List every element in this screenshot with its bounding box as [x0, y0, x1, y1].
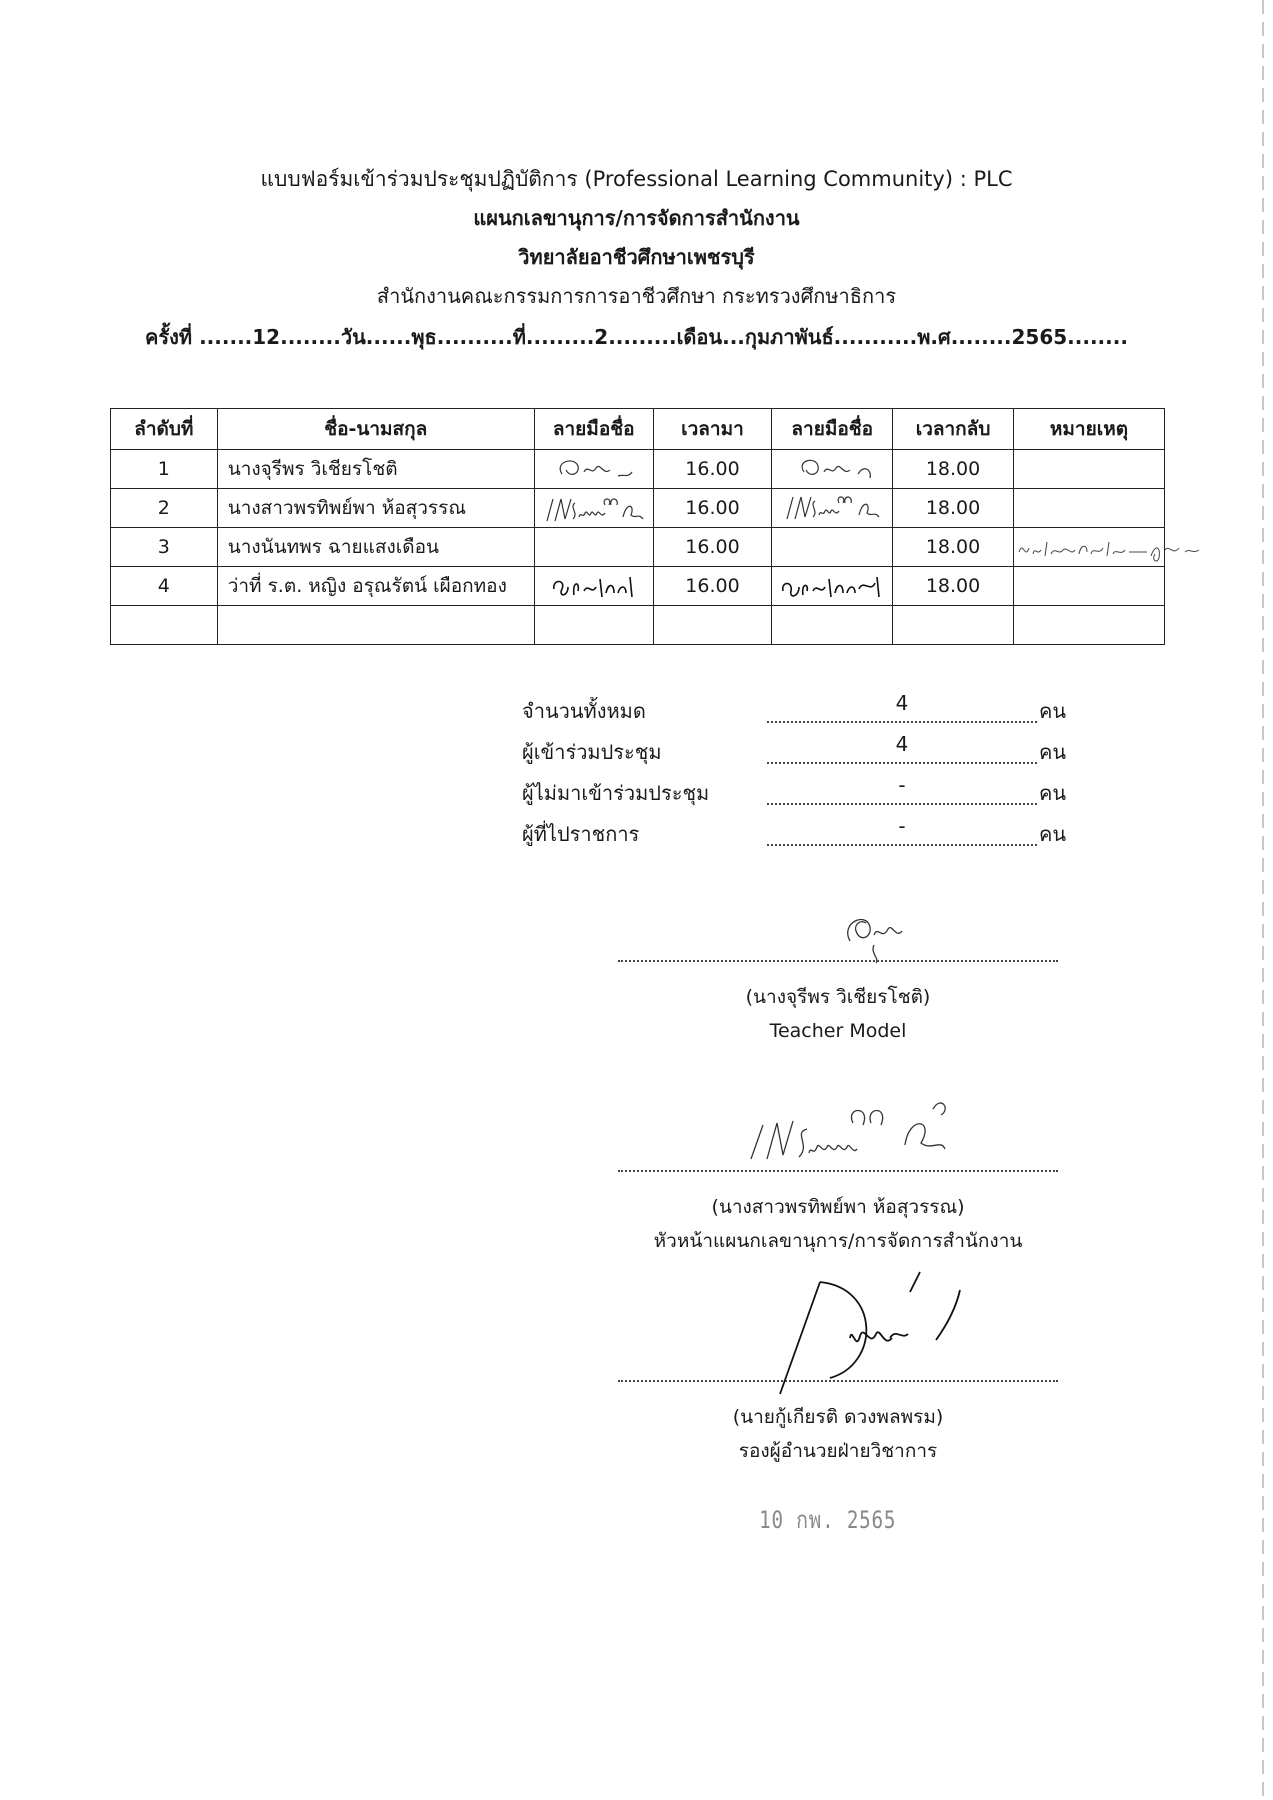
row-name: ว่าที่ ร.ต. หญิง อรุณรัตน์ เผือกทอง — [217, 567, 534, 606]
date-stamp: 10 กพ. 2565 — [759, 1506, 897, 1534]
department-name: แผนกเลขานุการ/การจัดการสำนักงาน — [473, 206, 800, 230]
row-name: นางจุรีพร วิเชียรโชติ — [217, 450, 534, 489]
signature-department-head — [745, 1085, 965, 1165]
row-remark — [1013, 606, 1164, 645]
row-time-in: 16.00 — [653, 489, 772, 528]
signature-line — [618, 1168, 1058, 1172]
form-title: แบบฟอร์มเข้าร่วมประชุมปฏิบัติการ (Professional Learning Community) : PLC — [260, 167, 1013, 191]
table-row — [111, 567, 1165, 606]
summary-official — [522, 813, 1082, 854]
summary-unit: คน — [1039, 821, 1067, 846]
handwritten-remark — [1015, 530, 1255, 570]
col-header-name: ชื่อ-นามสกุล — [217, 409, 534, 450]
signature-line — [618, 1378, 1058, 1382]
row-time-out: 18.00 — [893, 567, 1014, 606]
signer-block-3 — [618, 1378, 1058, 1468]
signature-line — [618, 958, 1058, 962]
signer-block-1 — [618, 958, 1058, 1048]
table-row — [111, 450, 1165, 489]
table-header-row — [111, 409, 1165, 450]
summary-total — [522, 690, 1082, 731]
row-time-in — [653, 606, 772, 645]
table-row-empty — [111, 606, 1165, 645]
attendance-table — [110, 408, 1165, 645]
summary-unit: คน — [1039, 698, 1067, 723]
summary-absent-label: ผู้ไม่มาเข้าร่วมประชุม — [522, 780, 710, 805]
summary-official-field — [767, 813, 1037, 846]
col-header-no: ลำดับที่ — [111, 409, 218, 450]
summary-absent-value: - — [898, 772, 906, 797]
row-time-in: 16.00 — [653, 528, 772, 567]
row-remark — [1013, 489, 1164, 528]
table-row — [111, 528, 1165, 567]
row-time-in: 16.00 — [653, 567, 772, 606]
row-time-out: 18.00 — [893, 489, 1014, 528]
summary-absent-field — [767, 772, 1037, 805]
signature-out-empty — [772, 606, 893, 645]
summary-attended-field — [767, 731, 1037, 764]
summary-attended — [522, 731, 1082, 772]
summary-unit: คน — [1039, 739, 1067, 764]
col-header-signature-in: ลายมือชื่อ — [534, 409, 653, 450]
row-name: นางสาวพรทิพย์พา ห้อสุวรรณ — [217, 489, 534, 528]
row-remark — [1013, 450, 1164, 489]
session-info: ครั้งที่ .......12........วัน......พุธ..........ที่.........2.........เดือน...กุมภาพันธ์...........พ.ศ........2565........ — [145, 325, 1128, 349]
summary-attended-value: 4 — [895, 731, 909, 756]
row-no: 4 — [111, 567, 218, 606]
summary-total-value: 4 — [895, 690, 909, 715]
signature-in-empty — [534, 606, 653, 645]
signature-out-2 — [772, 489, 893, 528]
college-name: วิทยาลัยอาชีวศึกษาเพชรบุรี — [518, 245, 755, 269]
row-no: 2 — [111, 489, 218, 528]
row-no — [111, 606, 218, 645]
col-header-time-out: เวลากลับ — [893, 409, 1014, 450]
row-no: 3 — [111, 528, 218, 567]
signer-role: รองผู้อำนวยฝ่ายวิชาการ — [738, 1440, 938, 1462]
row-remark — [1013, 567, 1164, 606]
signature-teacher-model — [830, 905, 930, 965]
row-time-out — [893, 606, 1014, 645]
signature-in-2 — [534, 489, 653, 528]
summary-official-value: - — [898, 813, 906, 838]
row-name: นางนันทพร ฉายแสงเดือน — [217, 528, 534, 567]
col-header-time-in: เวลามา — [653, 409, 772, 450]
summary-unit: คน — [1039, 780, 1067, 805]
signer-name: (นายกู้เกียรติ ดวงพลพรม) — [732, 1406, 944, 1428]
signer-block-2 — [618, 1168, 1058, 1258]
signer-role: Teacher Model — [769, 1020, 907, 1042]
summary-total-field — [767, 690, 1037, 723]
summary-total-label: จำนวนทั้งหมด — [522, 698, 646, 723]
signer-name: (นางสาวพรทิพย์พา ห้อสุวรรณ) — [711, 1196, 965, 1218]
signature-in-3 — [534, 528, 653, 567]
signature-out-3 — [772, 528, 893, 567]
form-header — [0, 160, 1273, 357]
signer-role: หัวหน้าแผนกเลขานุการ/การจัดการสำนักงาน — [653, 1230, 1023, 1252]
signature-in-4 — [534, 567, 653, 606]
summary-official-label: ผู้ที่ไปราชการ — [522, 821, 640, 846]
row-time-in: 16.00 — [653, 450, 772, 489]
row-time-out: 18.00 — [893, 528, 1014, 567]
summary-attended-label: ผู้เข้าร่วมประชุม — [522, 739, 662, 764]
office-name: สำนักงานคณะกรรมการการอาชีวศึกษา กระทรวงศึกษาธิการ — [376, 284, 897, 308]
col-header-signature-out: ลายมือชื่อ — [772, 409, 893, 450]
col-header-remark: หมายเหตุ — [1013, 409, 1164, 450]
table-row — [111, 489, 1165, 528]
row-time-out: 18.00 — [893, 450, 1014, 489]
signature-out-4 — [772, 567, 893, 606]
row-name — [217, 606, 534, 645]
summary-absent — [522, 772, 1082, 813]
signature-in-1 — [534, 450, 653, 489]
signer-name: (นางจุรีพร วิเชียรโชติ) — [745, 986, 931, 1008]
attendance-summary — [522, 690, 1082, 854]
row-no: 1 — [111, 450, 218, 489]
signature-out-1 — [772, 450, 893, 489]
